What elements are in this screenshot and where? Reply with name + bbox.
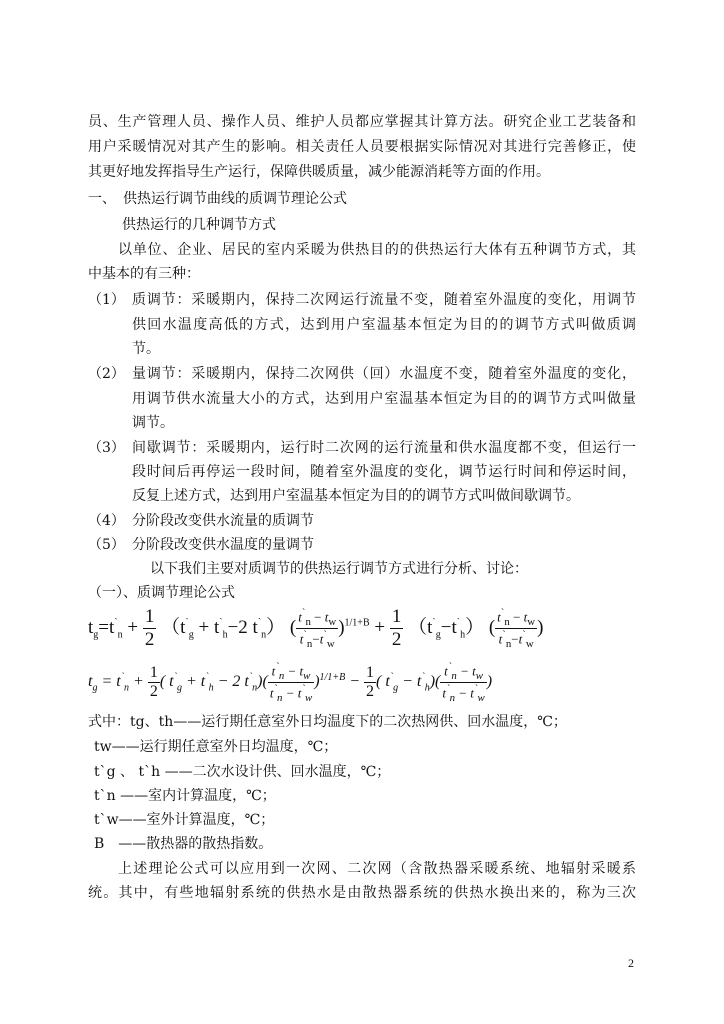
list-number: （3） — [88, 440, 125, 456]
list-item: 节。 — [132, 341, 160, 357]
paragraph-line: 用户采暖情况对其产生的影响。相关责任人员要根据实际情况对其进行完善修正，使 — [88, 139, 636, 155]
sub-heading: 供热运行的几种调节方式 — [122, 217, 276, 233]
definition-line: t`g 、 t`h ——二次水设计供、回水温度，℃； — [94, 764, 391, 780]
subsection-heading: （一）、质调节理论公式 — [88, 585, 235, 601]
list-item: 用调节供水流量大小的方式，达到用户室温基本恒定为目的的调节方式叫做量 — [132, 391, 636, 407]
paragraph-line: 以下我们主要对质调节的供热运行调节方式进行分析、讨论： — [150, 561, 528, 577]
formula-1: $t_g=t^`_n$ + $\frac{1}{2}$ （$t^`_g + t^`_h-2$ $t^`_n$） ( $\frac{t^`_n - t_w}{t^`_n-t^`_w}$ )$^{1/1+B}$ + $\frac{1}{2}$ $(t^`_g-t^`_h)$ ( $\frac{t^`_n - t_w}{t^`_n-t^`_w}$ ) — [88, 606, 544, 650]
definition-line: B ——散热器的散热指数。 — [94, 836, 273, 852]
paragraph-line: 上述理论公式可以应用到一次网、二次网（含散热器采暖系统、地辐射采暖系 — [118, 861, 636, 877]
section-heading: 一、 供热运行调节曲线的质调节理论公式 — [88, 191, 347, 207]
paragraph-line: 以单位、企业、居民的室内采暖为供热目的的供热运行大体有五种调节方式，其 — [118, 242, 636, 258]
list-item: 调节。 — [132, 415, 174, 431]
paragraph-line: 统。其中，有些地辐射系统的供热水是由散热器系统的供热水换出来的，称为三次 — [88, 885, 636, 901]
list-item: 间歇调节：采暖期内，运行时二次网的运行流量和供水温度都不变，但运行一 — [132, 440, 636, 456]
formula-2: $t_g = t^`_n$ + $\frac{1}{2}$ ( $t^`_g + t^`_h - 2$ $t^`_n$)( $\frac{t^`_n - t_w}{t^`_n - t^`_w}$ )$^{1/1+B}$ − $\frac{1}{2}$ ( $t^`_g - t^`_h$)( $\frac{t^`_n - t_w}{t^`_n - t^`_w}$ ) — [88, 661, 493, 704]
list-item: 质调节：采暖期内，保持二次网运行流量不变，随着室外温度的变化，用调节 — [132, 292, 636, 308]
list-number: （4） — [88, 513, 125, 529]
page-number: 2 — [628, 956, 634, 970]
list-item: 段时间后再停运一段时间，随着室外温度的变化，调节运行时间和停运时间， — [132, 464, 636, 480]
list-number: （5） — [88, 537, 125, 553]
definition-line: tw——运行期任意室外日均温度，℃； — [94, 739, 338, 755]
list-number: （2） — [88, 366, 125, 382]
list-item: 量调节：采暖期内，保持二次网供（回）水温度不变，随着室外温度的变化， — [132, 366, 636, 382]
paragraph-line: 其更好地发挥指导生产运行，保障供暖质量，减少能源消耗等方面的作用。 — [88, 164, 550, 180]
list-item: 供回水温度高低的方式，达到用户室温基本恒定为目的的调节方式叫做质调 — [132, 317, 636, 333]
definition-line: t`n ——室内计算温度，℃； — [94, 788, 276, 804]
paragraph-line: 员、生产管理人员、操作人员、维护人员都应掌握其计算方法。研究企业工艺装备和 — [88, 114, 636, 130]
list-item: 分阶段改变供水温度的量调节 — [132, 537, 314, 553]
list-number: （1） — [88, 292, 125, 308]
list-item: 分阶段改变供水流量的质调节 — [132, 513, 314, 529]
definition-line: t`w——室外计算温度，℃； — [94, 812, 275, 828]
definition-line: 式中：tg、th——运行期任意室外日均温度下的二次热网供、回水温度，℃； — [88, 714, 567, 730]
list-item: 反复上述方式，达到用户室温基本恒定为目的的调节方式叫做间歇调节。 — [132, 488, 580, 504]
paragraph-line: 中基本的有三种： — [88, 266, 200, 282]
